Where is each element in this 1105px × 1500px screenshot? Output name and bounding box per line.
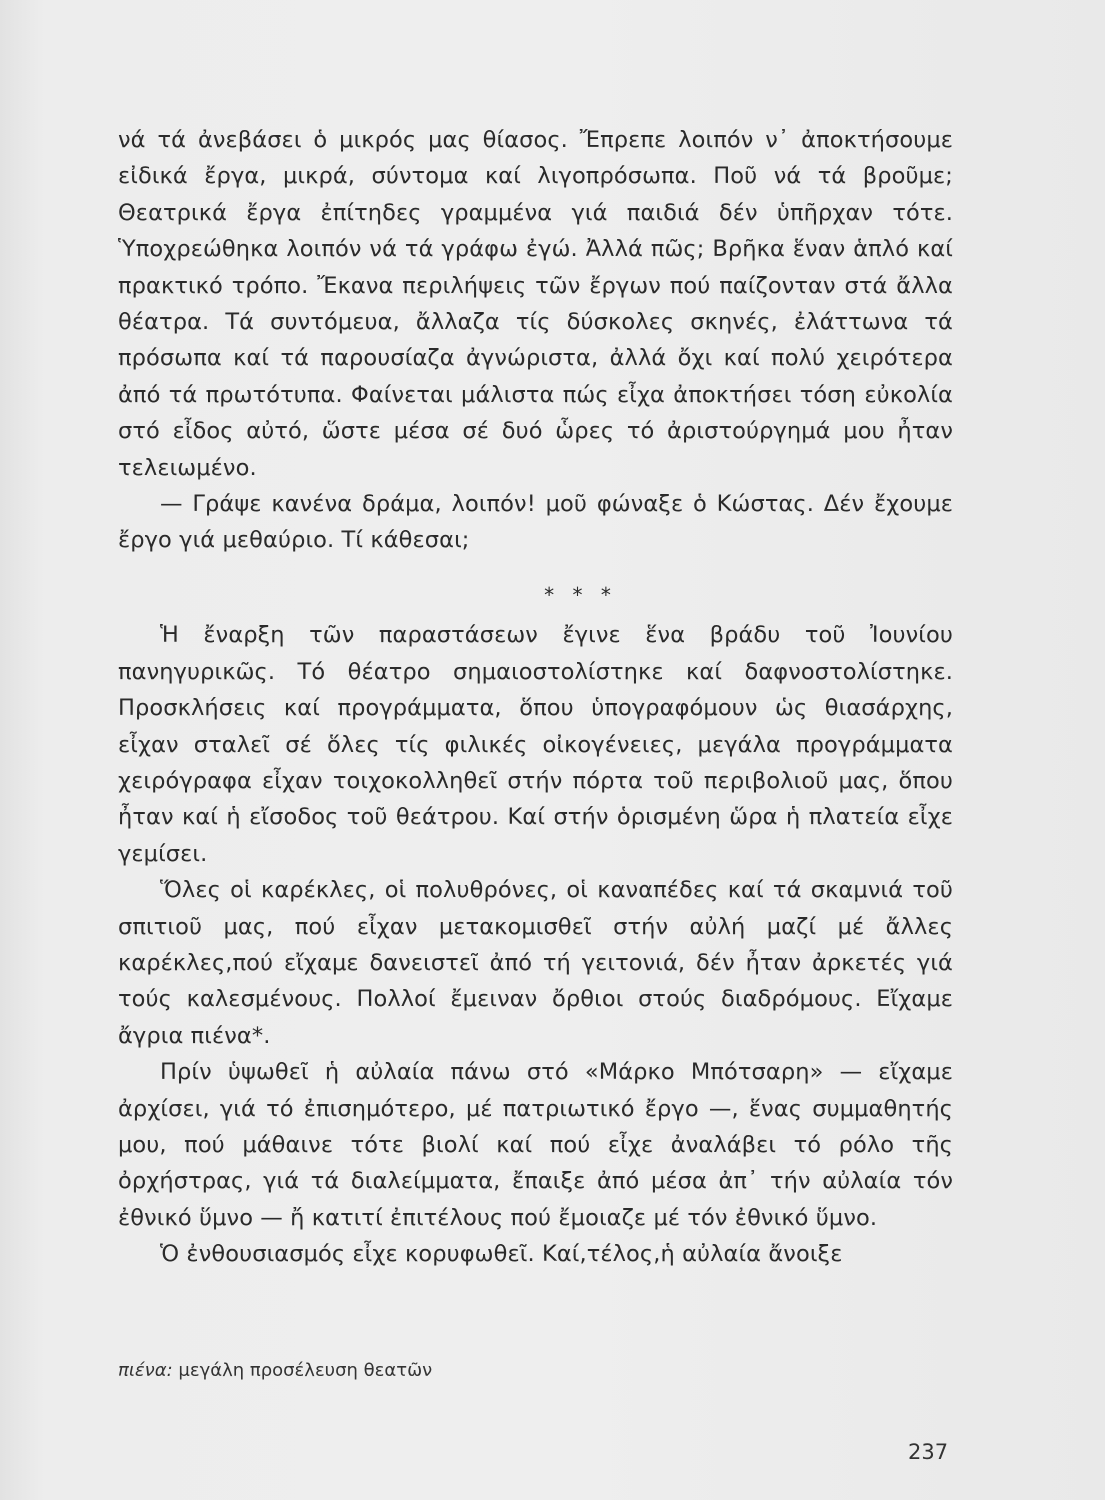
paragraph: νά τά ἀνεβάσει ὁ μικρός μας θίασος. Ἔπρεπε λοιπόν ν᾽ ἀποκτήσουμε εἰδικά ἔργα, μικρά, σύντομα καί λιγοπρόσωπα. Ποῦ νά τά βροῦμε; Θεατρικά ἔργα ἐπίτηδες γραμμένα γιά παιδιά δέν ὑπῆρχαν τότε. Ὑποχρεώθηκα λοιπόν νά τά γράφω ἐγώ. Ἀλλά πῶς; Βρῆκα ἕναν ἁπλό καί πρακτικό τρόπο. Ἔκανα περιλήψεις τῶν ἔργων πού παίζονταν στά ἄλλα θέατρα. Τά συντόμευα, ἄλλαζα τίς δύσκολες σκηνές, ἐλάττωνα τά πρόσωπα καί τά παρουσίαζα ἀγνώριστα, ἀλλά ὄχι καί πολύ χειρότερα ἀπό τά πρωτότυπα. Φαίνεται μάλιστα πώς εἶχα ἀποκτήσει τόση εὐκολία στό εἶδος αὐτό, ὥστε μέσα σέ δυό ὧρες τό ἀριστούργημά μου ἦταν τελειωμένο. bbox=[118, 127, 953, 481]
footnote-term: πιένα: bbox=[118, 1360, 173, 1381]
paragraph: — Γράψε κανένα δράμα, λοιπόν! μοῦ φώναξε ὁ Κώστας. Δέν ἔχουμε ἔργο γιά μεθαύριο. Τί κάθεσαι; bbox=[118, 491, 953, 554]
paragraph: Ἡ ἔναρξη τῶν παραστάσεων ἔγινε ἕνα βράδυ τοῦ Ἰουνίου πανηγυρικῶς. Τό θέατρο σημαιοστολίστηκε καί δαφνοστολίστηκε. Προσκλήσεις καί προγράμματα, ὅπου ὑπογραφόμουν ὡς θιασάρχης, εἶχαν σταλεῖ σέ ὅλες τίς φιλικές οἰκογένειες, μεγάλα προγράμματα χειρόγραφα εἶχαν τοιχοκολληθεῖ στήν πόρτα τοῦ περιβολιοῦ μας, ὅπου ἦταν καί ἡ εἴσοδος τοῦ θεάτρου. Καί στήν ὁρισμένη ὥρα ἡ πλατεία εἶχε γεμίσει. bbox=[118, 622, 953, 867]
body-text bbox=[118, 122, 953, 1273]
section-separator: * * * bbox=[544, 582, 617, 607]
footnote bbox=[118, 1360, 432, 1381]
paragraph: Ὁ ἐνθουσιασμός εἶχε κορυφωθεῖ. Καί,τέλος,ἡ αὐλαία ἄνοιξε bbox=[160, 1241, 843, 1268]
paragraph: Πρίν ὑψωθεῖ ἡ αὐλαία πάνω στό «Μάρκο Μπότσαρη» — εἴχαμε ἀρχίσει, γιά τό ἐπισημότερο, μέ πατριωτικό ἔργο —, ἕνας συμμαθητής μου, πού μάθαινε τότε βιολί καί πού εἶχε ἀναλάβει τό ρόλο τῆς ὀρχήστρας, γιά τά διαλείμματα, ἔπαιξε ἀπό μέσα ἀπ᾽ τήν αὐλαία τόν ἐθνικό ὕμνο — ἤ κατιτί ἐπιτέλους πού ἔμοιαζε μέ τόν ἐθνικό ὕμνο. bbox=[118, 1059, 953, 1231]
paragraph: Ὅλες οἱ καρέκλες, οἱ πολυθρόνες, οἱ καναπέδες καί τά σκαμνιά τοῦ σπιτιοῦ μας, πού εἶχαν μετακομισθεῖ στήν αὐλή μαζί μέ ἄλλες καρέκλες,πού εἴχαμε δανειστεῖ ἀπό τή γειτονιά, δέν ἦταν ἀρκετές γιά τούς καλεσμένους. Πολλοί ἔμειναν ὄρθιοι στούς διαδρόμους. Εἴχαμε ἄγρια πιένα*. bbox=[118, 877, 953, 1049]
footnote-definition: μεγάλη προσέλευση θεατῶν bbox=[178, 1360, 433, 1381]
page-number: 237 bbox=[908, 1440, 949, 1464]
